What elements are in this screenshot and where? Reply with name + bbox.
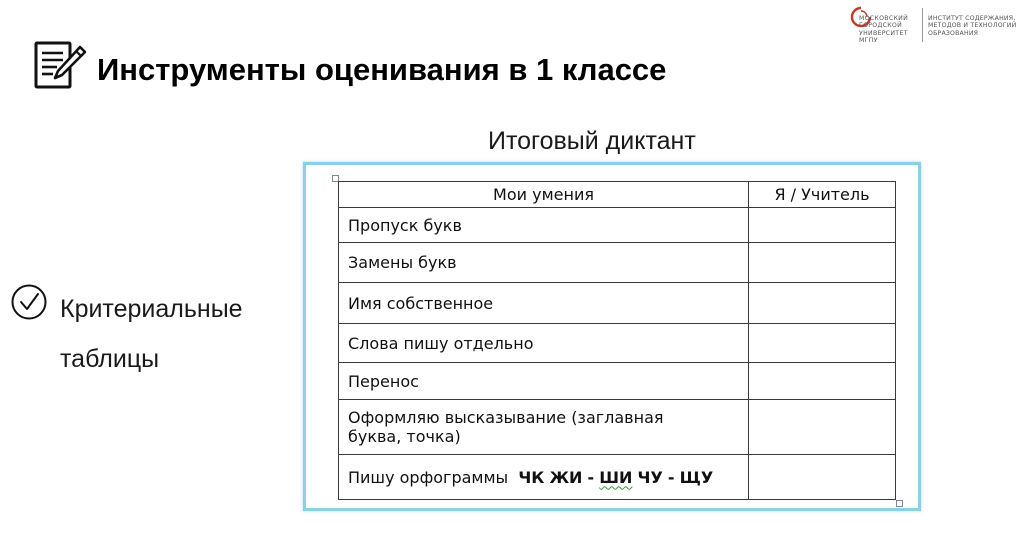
skill-cell: Пропуск букв — [339, 208, 749, 243]
criteria-label — [60, 284, 243, 384]
orthogram-dash: - — [667, 467, 675, 487]
value-cell[interactable] — [749, 400, 896, 455]
skill-cell: Слова пишу отдельно — [339, 324, 749, 363]
skill-line: буква, точка) — [348, 427, 461, 446]
logo-institute-text: ИНСТИТУТ СОДЕРЖАНИЯ, МЕТОДОВ И ТЕХНОЛОГИЙ ОБРАЗОВАНИЯ — [928, 15, 1017, 37]
value-cell[interactable] — [749, 455, 896, 500]
value-cell[interactable] — [749, 243, 896, 283]
skill-prefix: Пишу орфограммы — [348, 467, 509, 487]
value-cell[interactable] — [749, 363, 896, 400]
document-edit-icon — [33, 38, 87, 92]
table-row — [339, 208, 896, 243]
table-row — [339, 363, 896, 400]
orthogram-dash: - — [587, 467, 595, 487]
skill-cell — [339, 400, 749, 455]
logo-university-text: МОСКОВСКИЙ ГОРОДСКОЙ УНИВЕРСИТЕТ МГПУ — [859, 15, 909, 45]
table-row — [339, 324, 896, 363]
skill-cell: Имя собственное — [339, 283, 749, 324]
criteria-line-2: таблицы — [60, 345, 160, 373]
page-title: Инструменты оценивания в 1 классе — [97, 52, 667, 87]
table-row — [339, 455, 896, 500]
orthogram: ШИ — [599, 467, 633, 487]
criteria-table — [338, 181, 896, 500]
orthogram: ЩУ — [679, 467, 714, 487]
table-header-row — [339, 182, 896, 208]
value-cell[interactable] — [749, 208, 896, 243]
skill-cell: Перенос — [339, 363, 749, 400]
table-row — [339, 283, 896, 324]
skill-cell: Замены букв — [339, 243, 749, 283]
table-caption: Итоговый диктант — [488, 127, 696, 155]
skill-line: Оформляю высказывание (заглавная — [348, 408, 664, 427]
column-header-skills: Мои умения — [339, 182, 749, 208]
value-cell[interactable] — [749, 324, 896, 363]
table-row — [339, 243, 896, 283]
criteria-line-1: Критериальные — [60, 295, 243, 323]
orthogram: ЧК — [518, 467, 545, 487]
check-circle-icon — [10, 283, 48, 321]
column-header-self-teacher: Я / Учитель — [749, 182, 896, 208]
resize-handle-bottom-right[interactable] — [896, 500, 903, 507]
university-logo — [850, 6, 1020, 45]
table-row — [339, 400, 896, 455]
logo-divider — [922, 8, 923, 42]
skill-cell — [339, 455, 749, 500]
value-cell[interactable] — [749, 283, 896, 324]
orthogram: ЖИ — [549, 467, 583, 487]
orthogram: ЧУ — [637, 467, 663, 487]
